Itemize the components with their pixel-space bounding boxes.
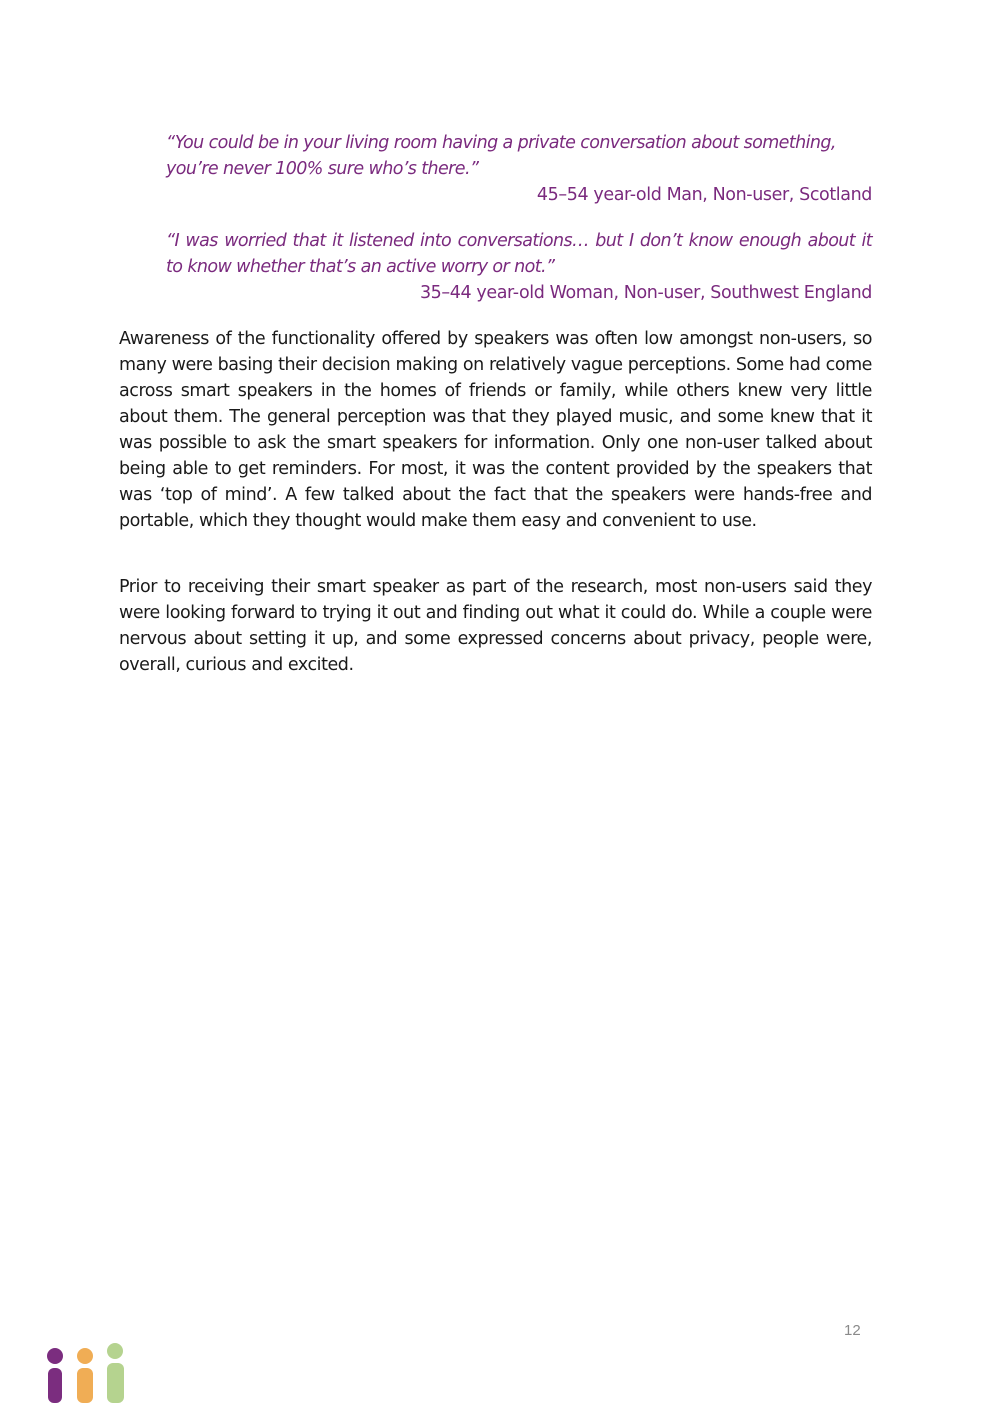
quote-text: “You could be in your living room having a private conversation about something, you’re never 100% sure who’s there.”: [166, 133, 836, 179]
quote-block-1: [166, 130, 872, 208]
purple-figure: [47, 1348, 63, 1403]
orange-figure: [77, 1348, 93, 1403]
quote-attribution: 45–54 year-old Man, Non-user, Scotland: [536, 185, 872, 205]
quote-block-2: [166, 228, 872, 306]
three-people-figures-icon: [44, 1340, 130, 1403]
green-figure: [107, 1343, 124, 1403]
page-number: 12: [844, 1322, 861, 1339]
quote-attribution: 35–44 year-old Woman, Non-user, Southwest England: [419, 283, 872, 303]
body-paragraph-expectations: Prior to receiving their smart speaker as part of the research, most non-users said they were looking forward to trying it out and finding out what it could do. While a couple were nervous about setting it up, and some expressed concerns about privacy, people were, overall, curious and excited.: [119, 577, 872, 675]
quote-text: “I was worried that it listened into conversations… but I don’t know enough about it to know whether that’s an active worry or not.”: [166, 231, 872, 277]
body-paragraph-awareness: Awareness of the functionality offered by speakers was often low amongst non-users, so many were basing their decision making on relatively vague perceptions. Some had come across smart speakers in the homes of friends or family, while others knew very little about them. The general perception was that they played music, and some knew that it was possible to ask the smart speakers for information. Only one non-user talked about being able to get reminders. For most, it was the content provided by the speakers that was ‘top of mind’. A few talked about the fact that the speakers were hands-free and portable, which they thought would make them easy and convenient to use.: [119, 329, 872, 531]
